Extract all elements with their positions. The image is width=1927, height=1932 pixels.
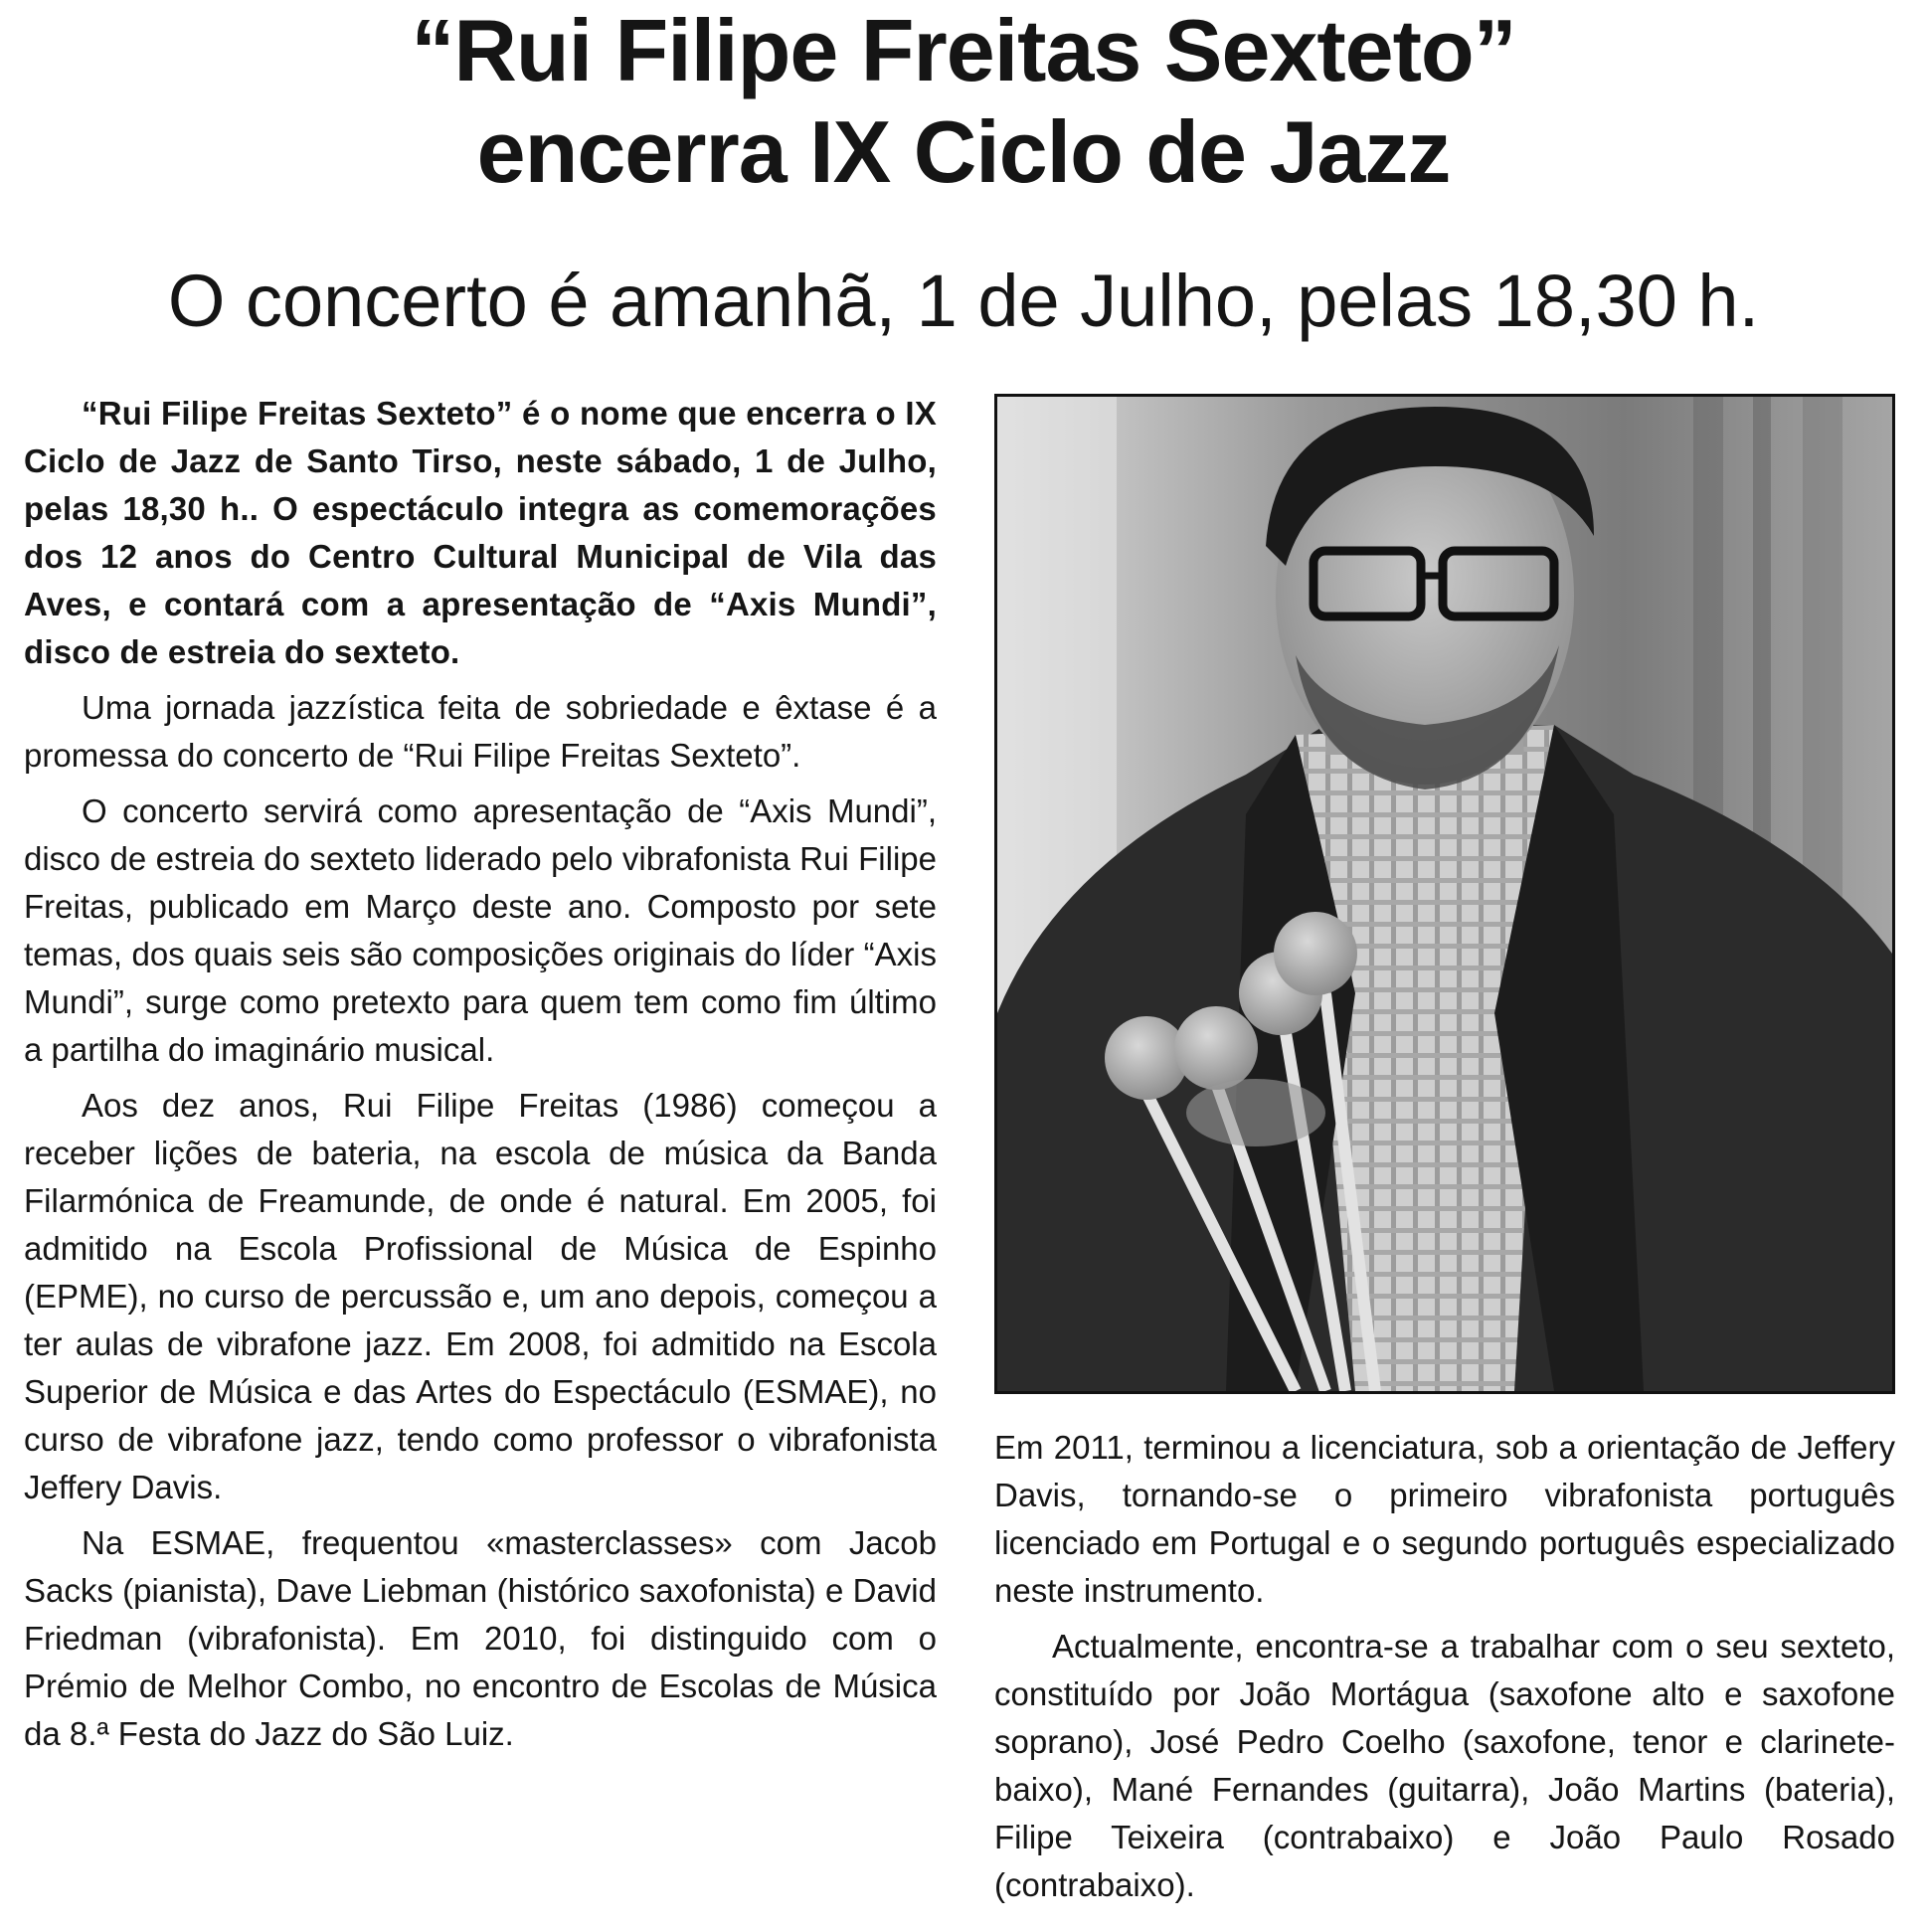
body-paragraph: O concerto servirá como apresentação de “Axis Mundi”, disco de estreia do sexteto liderado pelo vibrafonista Rui Filipe Freitas, publicado em Março deste ano. Composto por sete temas, dos quais seis são composições originais do líder “Axis Mundi”, surge como pretexto para quem tem como fim último a partilha do imaginário musical.: [24, 792, 937, 1068]
left-text-column: [24, 390, 937, 1766]
body-paragraph: Actualmente, encontra-se a trabalhar com o seu sexteto, constituído por João Mortágua (saxofone alto e saxofone soprano), José Pedro Coelho (saxofone, tenor e clarinete-baixo), Mané Fernandes (guitarra), João Martins (bateria), Filipe Teixeira (contrabaixo) e João Paulo Rosado (contrabaixo).: [994, 1628, 1895, 1903]
body-paragraph: Em 2011, terminou a licenciatura, sob a orientação de Jeffery Davis, tornando-se o primeiro vibrafonista português licenciado em Portugal e o segundo português especializado neste instrumento.: [994, 1429, 1895, 1609]
body-paragraph: Aos dez anos, Rui Filipe Freitas (1986) começou a receber lições de bateria, na escola de música da Banda Filarmónica de Freamunde, de onde é natural. Em 2005, foi admitido na Escola Profissional de Música de Espinho (EPME), no curso de percussão e, um ano depois, começou a ter aulas de vibrafone jazz. Em 2008, foi admitido na Escola Superior de Música e das Artes do Espectáculo (ESMAE), no curso de vibrafone jazz, tendo como professor o vibrafonista Jeffery Davis.: [24, 1087, 937, 1505]
headline-line-1: “Rui Filipe Freitas Sexteto”: [411, 1, 1516, 99]
article-headline: [0, 0, 1927, 203]
body-paragraph: Uma jornada jazzística feita de sobriedade e êxtase é a promessa do concerto de “Rui Filipe Freitas Sexteto”.: [24, 689, 937, 774]
article-subheadline: O concerto é amanhã, 1 de Julho, pelas 18,30 h.: [167, 260, 1760, 342]
musician-photo: [994, 394, 1895, 1394]
headline-line-2: encerra IX Ciclo de Jazz: [476, 102, 1451, 201]
right-text-column: [994, 1424, 1895, 1917]
lead-paragraph: “Rui Filipe Freitas Sexteto” é o nome que encerra o IX Ciclo de Jazz de Santo Tirso, neste sábado, 1 de Julho, pelas 18,30 h.. O espectáculo integra as comemorações dos 12 anos do Centro Cultural Municipal de Vila das Aves, e contará com a apresentação de “Axis Mundi”, disco de estreia do sexteto.: [24, 395, 937, 670]
body-paragraph: Na ESMAE, frequentou «masterclasses» com Jacob Sacks (pianista), Dave Liebman (histórico saxofonista) e David Friedman (vibrafonista). Em 2010, foi distinguido com o Prémio de Melhor Combo, no encontro de Escolas de Música da 8.ª Festa do Jazz do São Luiz.: [24, 1524, 937, 1752]
